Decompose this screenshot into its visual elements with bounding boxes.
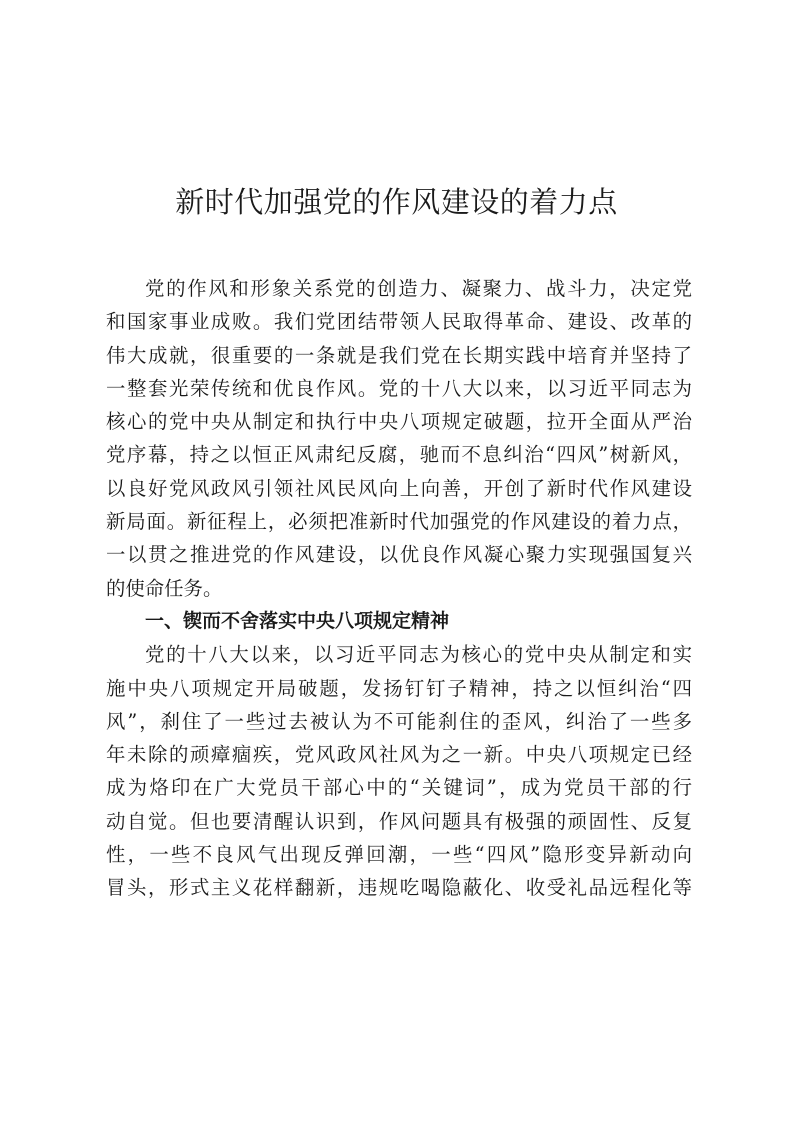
section-heading: 一、锲而不舍落实中央八项规定精神 (145, 609, 450, 632)
paragraph-line: 一以贯之推进党的作风建设，以优良作风凝心聚力实现强国复兴 (106, 543, 692, 567)
document-title: 新时代加强党的作风建设的着力点 (175, 185, 618, 219)
paragraph-line: 和国家事业成败。我们党团结带领人民取得革命、建设、改革的 (106, 310, 692, 334)
paragraph-line: 伟大成就，很重要的一条就是我们党在长期实践中培育并坚持了 (106, 343, 692, 367)
paragraph-line: 党的作风和形象关系党的创造力、凝聚力、战斗力，决定党 (145, 277, 692, 300)
paragraph-line: 动自觉。但也要清醒认识到，作风问题具有极强的顽固性、反复 (106, 809, 692, 833)
paragraph-line: 核心的党中央从制定和执行中央八项规定破题，拉开全面从严治 (106, 410, 692, 434)
paragraph-line: 施中央八项规定开局破题，发扬钉钉子精神，持之以恒纠治“四 (106, 676, 692, 700)
paragraph-line: 新局面。新征程上，必须把准新时代加强党的作风建设的着力点， (106, 510, 692, 534)
paragraph-line: 年未除的顽瘴痼疾，党风政风社风为之一新。中央八项规定已经 (106, 743, 692, 767)
document-body (106, 272, 692, 905)
paragraph-line: 党的十八大以来，以习近平同志为核心的党中央从制定和实 (145, 643, 692, 667)
paragraph-line: 成为烙印在广大党员干部心中的“关键词”，成为党员干部的行 (106, 776, 692, 800)
paragraph-line: 性，一些不良风气出现反弹回潮，一些“四风”隐形变异新动向 (106, 843, 692, 867)
paragraph-line: 一整套光荣传统和优良作风。党的十八大以来，以习近平同志为 (106, 376, 692, 400)
paragraph-line: 冒头，形式主义花样翻新，违规吃喝隐蔽化、收受礼品远程化等 (106, 876, 692, 900)
paragraph-line: 的使命任务。 (106, 576, 223, 600)
paragraph-line: 风”，刹住了一些过去被认为不可能刹住的歪风，纠治了一些多 (106, 709, 692, 733)
paragraph-line: 以良好党风政风引领社风民风向上向善，开创了新时代作风建设 (106, 476, 692, 500)
paragraph-line: 党序幕，持之以恒正风肃纪反腐，驰而不息纠治“四风”树新风， (106, 443, 692, 467)
